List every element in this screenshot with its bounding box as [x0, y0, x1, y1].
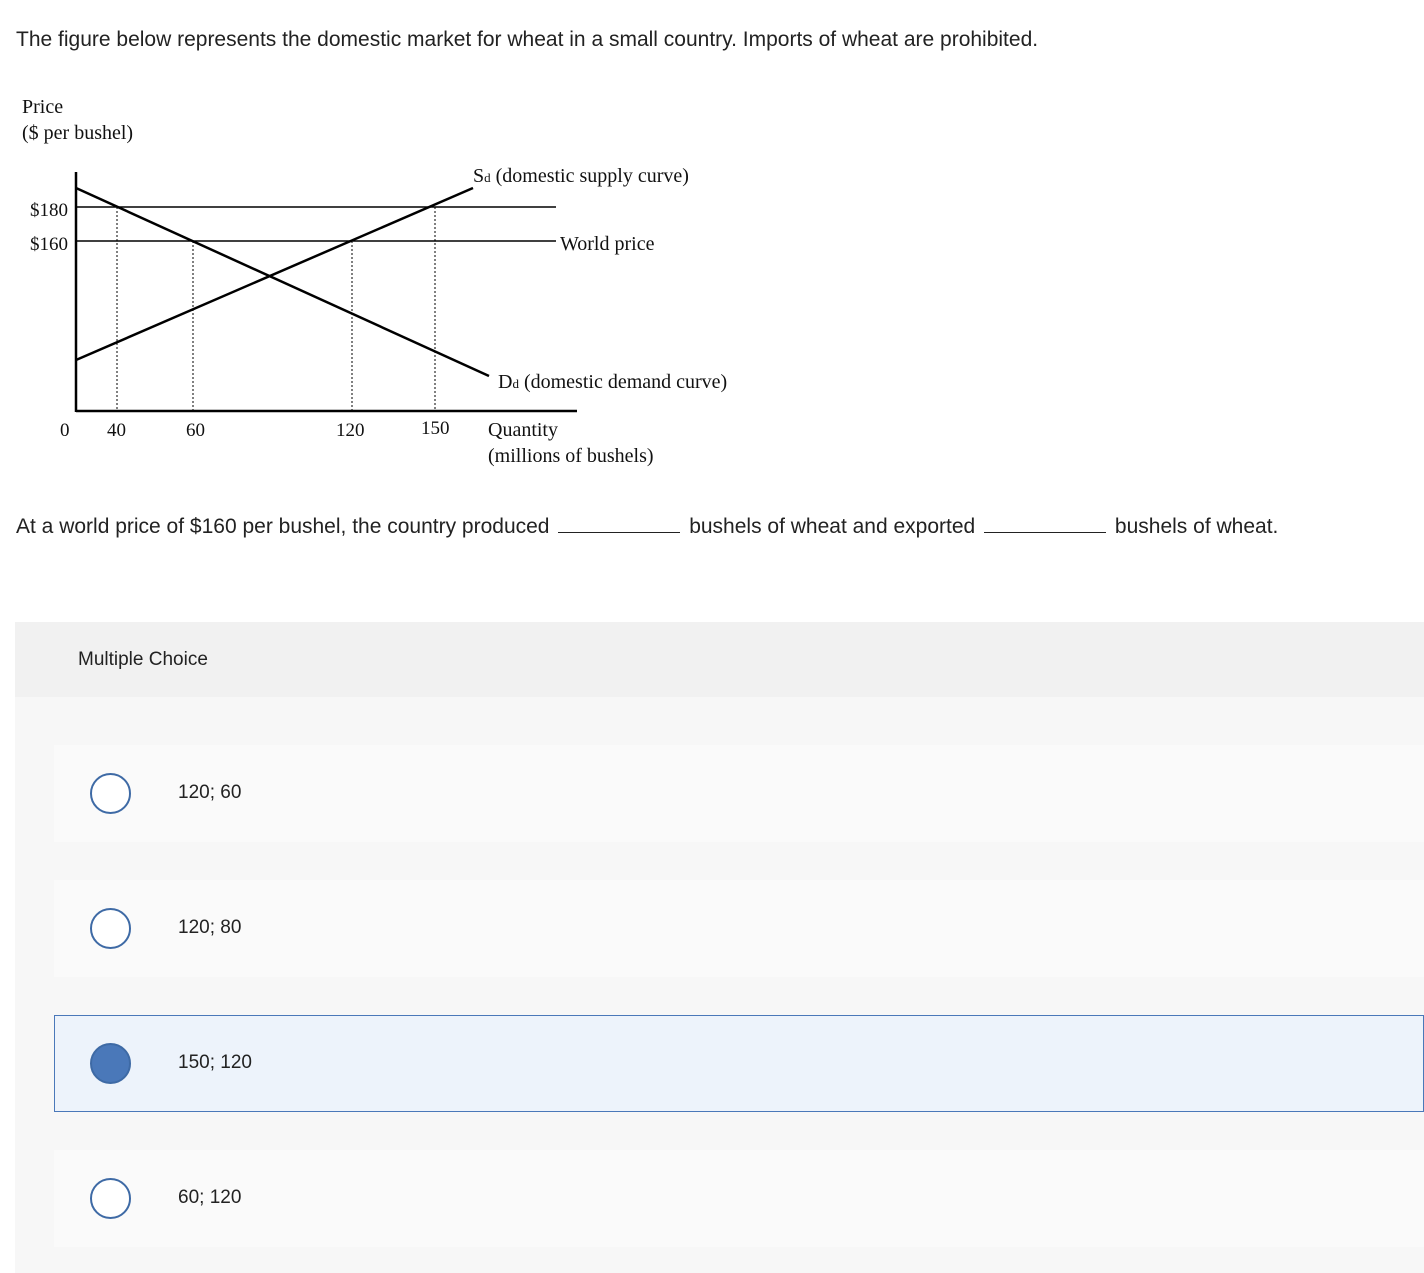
- blank-produced: [558, 518, 680, 533]
- y-axis-unit: ($ per bushel): [22, 122, 134, 144]
- radio-button-selected[interactable]: [90, 1043, 131, 1084]
- blank-exported: [984, 518, 1106, 533]
- choice-option-2[interactable]: [54, 880, 1424, 977]
- question-part-2: bushels of wheat and exported: [689, 515, 976, 538]
- x-axis-unit: (millions of bushels): [488, 445, 654, 467]
- radio-button[interactable]: [90, 908, 131, 949]
- choice-label: 150; 120: [178, 1052, 252, 1073]
- question-part-1: At a world price of $160 per bushel, the country produced: [16, 515, 550, 538]
- question-text: [16, 515, 1278, 539]
- x-tick-150: 150: [421, 418, 450, 439]
- choice-option-4[interactable]: [54, 1150, 1424, 1247]
- multiple-choice-title: Multiple Choice: [78, 649, 208, 670]
- y-axis-label: Price: [22, 96, 64, 118]
- supply-curve-label: Sd (domestic supply curve): [473, 165, 689, 187]
- choice-label: 120; 60: [178, 782, 242, 803]
- x-tick-60: 60: [186, 420, 205, 441]
- radio-button[interactable]: [90, 1178, 131, 1219]
- choice-label: 120; 80: [178, 917, 242, 938]
- wheat-market-figure: [0, 80, 800, 480]
- choice-label: 60; 120: [178, 1187, 242, 1208]
- x-tick-40: 40: [107, 420, 126, 441]
- choice-option-3[interactable]: [54, 1015, 1424, 1112]
- y-tick-160: $160: [30, 234, 68, 255]
- question-prompt: The figure below represents the domestic market for wheat in a small country. Imports of wheat are prohibited.: [16, 28, 1039, 51]
- y-tick-180: $180: [30, 200, 68, 221]
- demand-curve-label: Dd (domestic demand curve): [498, 371, 728, 393]
- multiple-choice-header: [15, 622, 1424, 697]
- radio-button[interactable]: [90, 773, 131, 814]
- x-tick-origin: 0: [60, 420, 70, 441]
- x-tick-120: 120: [336, 420, 365, 441]
- question-part-3: bushels of wheat.: [1114, 515, 1279, 538]
- demand-curve: [76, 188, 489, 376]
- world-price-label: World price: [560, 233, 655, 255]
- choice-option-1[interactable]: [54, 745, 1424, 842]
- multiple-choice-panel: [15, 622, 1424, 1273]
- x-axis-label: Quantity: [488, 419, 558, 441]
